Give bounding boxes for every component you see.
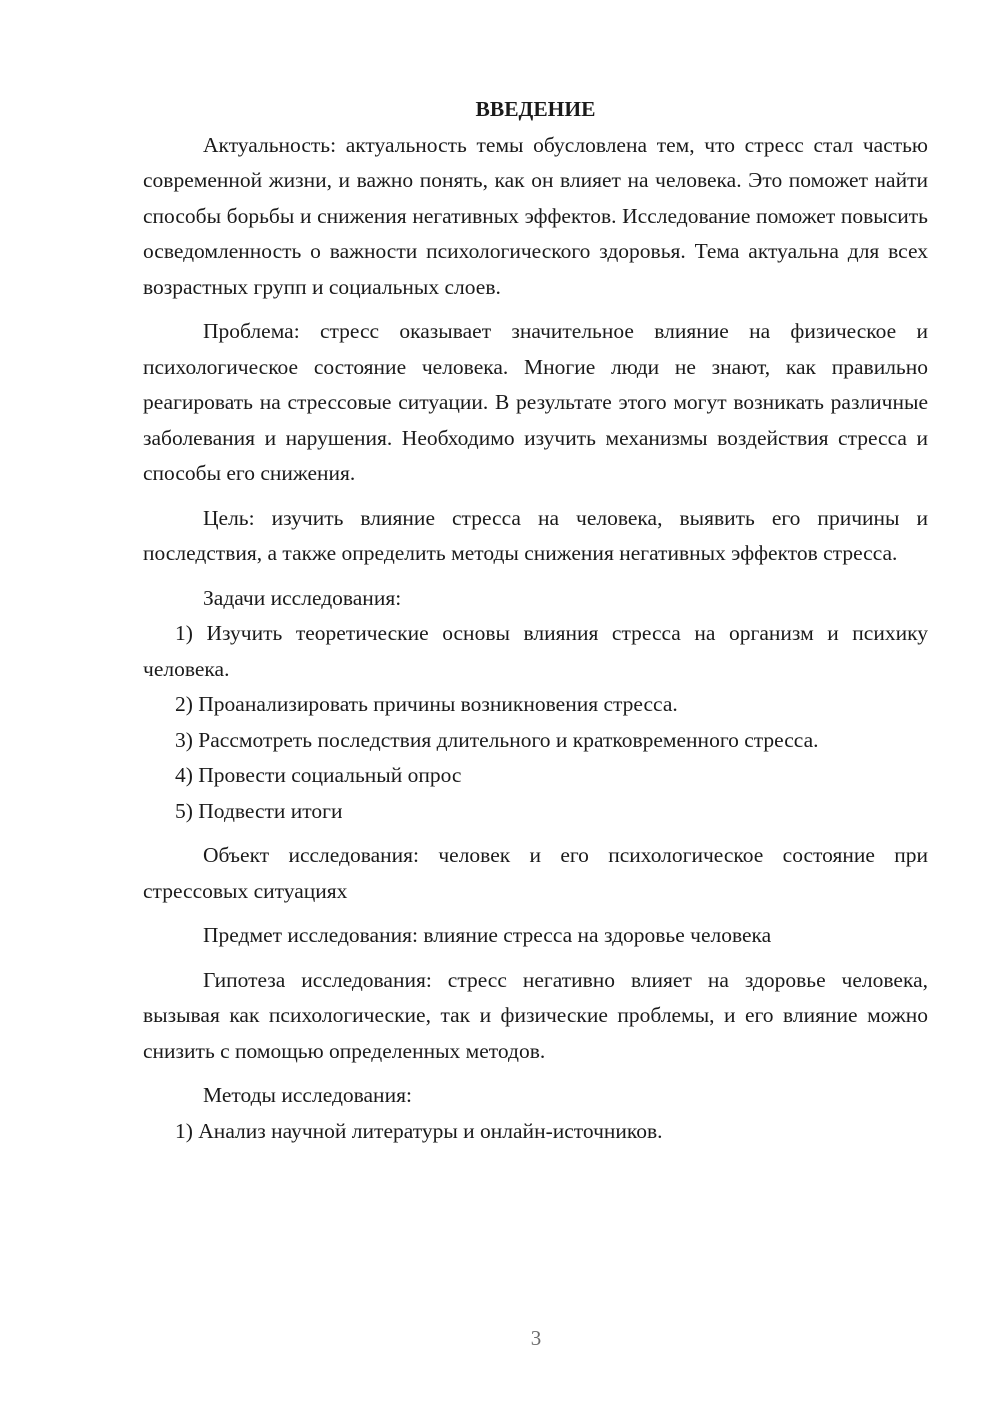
method-item-1: 1) Анализ научной литературы и онлайн-источников. <box>175 1118 663 1143</box>
task-item-1: 1) Изучить теоретические основы влияния стресса на организм и психику человека. <box>143 621 928 681</box>
paragraph-tasks-title: Задачи исследования: <box>203 585 402 610</box>
page-number: 3 <box>530 1326 542 1350</box>
paragraph-methods-title: Методы исследования: <box>203 1083 412 1107</box>
task-item-3: 3) Рассмотреть последствия длительного и кратковременного стресса. <box>175 727 819 752</box>
paragraph-object: Объект исследования: человек и его психологическое состояние при стрессовых ситуациях <box>143 843 928 903</box>
page-content <box>143 92 928 1149</box>
paragraph-problem: Проблема: стресс оказывает значительное влияние на физическое и психологическое состояние человека. Многие люди не знают, как правильно реагировать на стрессовые ситуации. В результате этого могут возникать различные заболевания и нарушения. Необходимо изучить механизмы воздействия стресса и способы его снижения. <box>143 319 928 485</box>
paragraph-goal: Цель: изучить влияние стресса на человека, выявить его причины и последствия, а также определить методы снижения негативных эффектов стресса. <box>143 505 928 565</box>
section-heading: ВВЕДЕНИЕ <box>475 97 596 121</box>
paragraph-subject: Предмет исследования: влияние стресса на здоровье человека <box>203 923 772 947</box>
paragraph-relevance: Актуальность: актуальность темы обусловлена тем, что стресс стал частью современной жизни, и важно понять, как он влияет на человека. Это поможет найти способы борьбы и снижения негативных эффектов. Исследование поможет повысить осведомленность о важности психологического здоровья. Тема актуальна для всех возрастных групп и социальных слоев. <box>143 132 928 299</box>
task-item-5: 5) Подвести итоги <box>175 798 343 823</box>
task-item-2: 2) Проанализировать причины возникновения стресса. <box>175 692 678 716</box>
task-item-4: 4) Провести социальный опрос <box>175 763 462 787</box>
paragraph-hypothesis: Гипотеза исследования: стресс негативно влияет на здоровье человека, вызывая как психологические, так и физические проблемы, и его влияние можно снизить с помощью определенных методов. <box>143 967 928 1063</box>
